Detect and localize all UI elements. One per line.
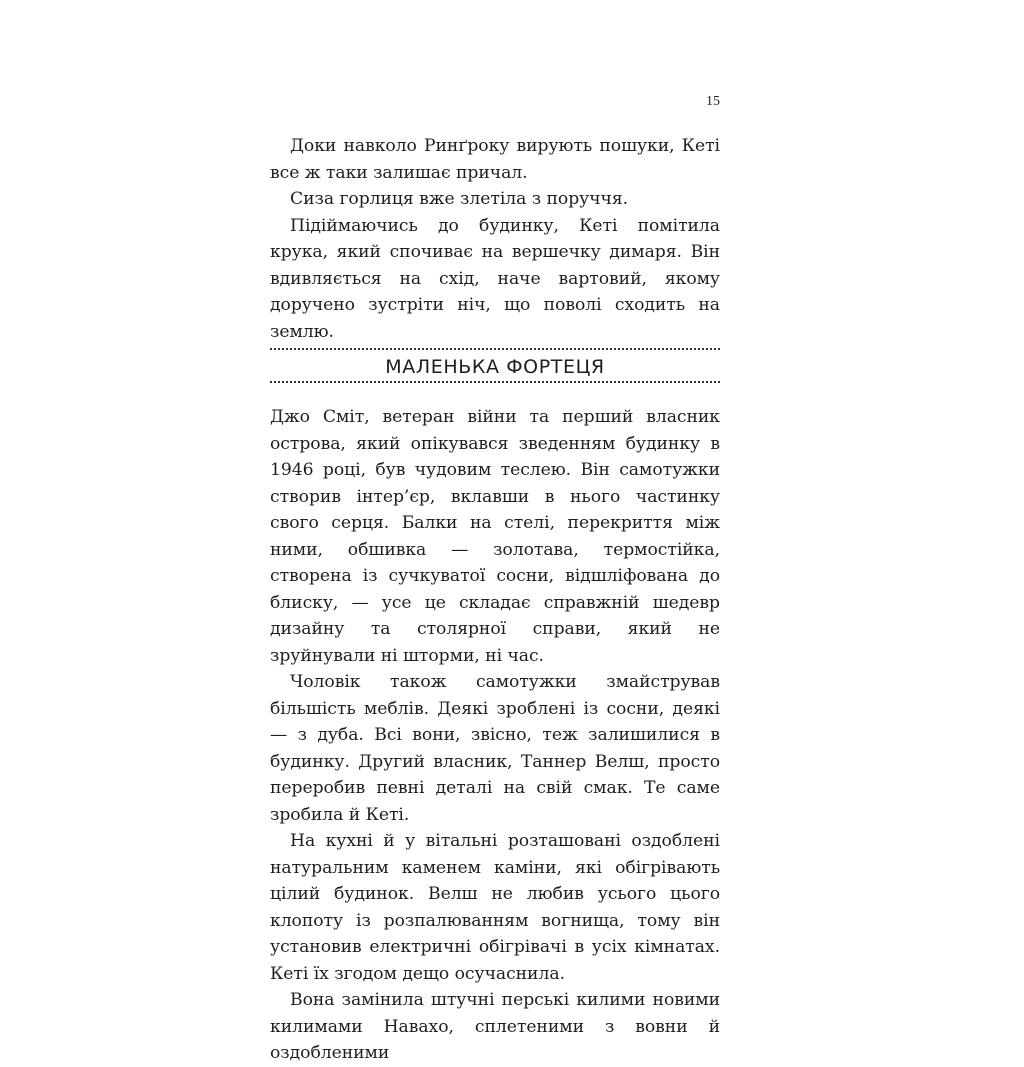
body-text <box>270 404 720 1067</box>
paragraph: Вона замінила штучні перські килими новими килимами Навахо, сплетеними з вовни й оздобленими <box>270 990 720 1063</box>
heading-bottom-rule <box>270 381 720 383</box>
section-title: МАЛЕНЬКА ФОРТЕЦЯ <box>385 356 605 378</box>
intro-text <box>270 133 720 345</box>
paragraph: Сиза горлиця вже злетіла з поруччя. <box>290 189 629 209</box>
heading-top-rule <box>270 348 720 350</box>
paragraph: Джо Сміт, ветеран війни та перший власник острова, який опікувався зведенням будинку в 1946 році, був чудовим теслею. Він самотужки створив інтер’єр, вклавши в нього частинку свого серця. Балки на стелі, перекриття між ними, обшивка — золотава, термостійка, створена із сучкуватої сосни, відшліфована до блиску, — усе це складає справжній шедевр дизайну та столярної справи, який не зруйнували ні шторми, ні час. <box>270 407 720 666</box>
paragraph: Чоловік також самотужки змайстрував більшість меблів. Деякі зроблені із сосни, деякі — з дуба. Всі вони, звісно, теж залишилися в будинку. Другий власник, Таннер Велш, просто переробив певні деталі на свій смак. Те саме зробила й Кеті. <box>270 672 720 825</box>
paragraph: Доки навколо Ринґроку вирують пошуки, Кеті все ж таки залишає причал. <box>270 136 720 183</box>
paragraph: Підіймаючись до будинку, Кеті помітила крука, який спочиває на вершечку димаря. Він вдивляється на схід, наче вартовий, якому доручено зустріти ніч, що поволі сходить на землю. <box>270 215 720 342</box>
paragraph: На кухні й у вітальні розташовані оздоблені натуральним каменем каміни, які обігрівають цілий будинок. Велш не любив усього цього клопоту із розпалюванням вогнища, тому він установив електричні обігрівачі в усіх кімнатах. Кеті їх згодом дещо осучаснила. <box>270 831 720 984</box>
page-number: 15 <box>706 94 720 109</box>
